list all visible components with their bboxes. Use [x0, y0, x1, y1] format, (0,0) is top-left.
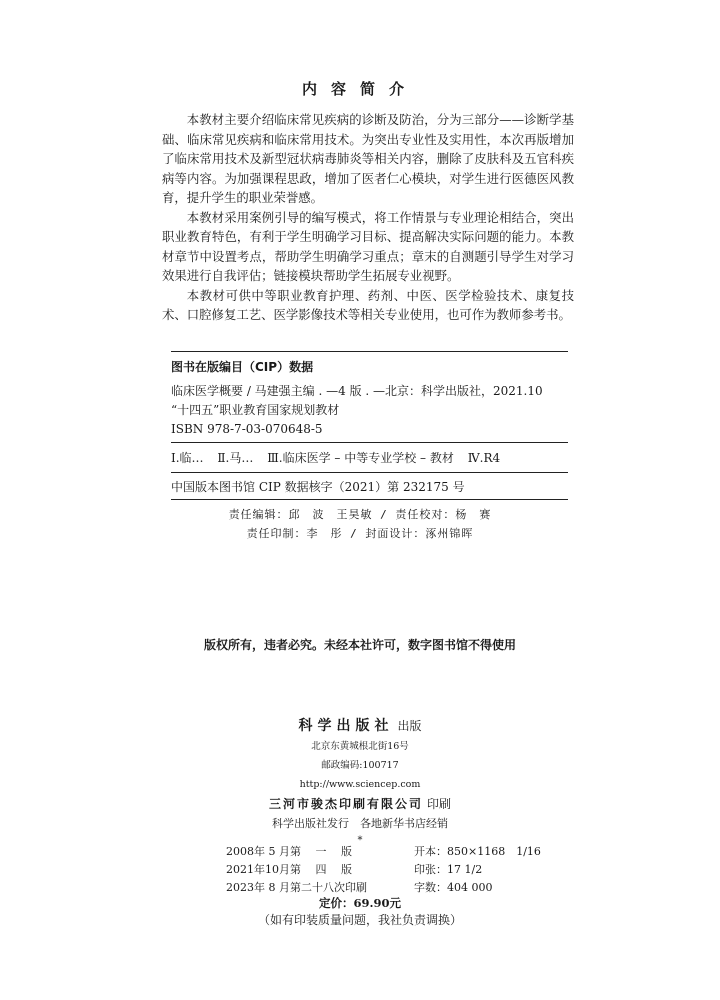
separator-star: *	[357, 835, 363, 846]
publisher-line	[0, 715, 720, 737]
edition-spec: 开本：850×1168 1/16	[414, 845, 541, 858]
divider	[171, 442, 568, 443]
edition-table	[226, 843, 541, 897]
summary-paragraph: 本教材采用案例引导的编写模式，将工作情景与专业理论相结合，突出职业教育特色，有利于学生明确学习目标、提高解决实际问题的能力。本教材章节中设置考点，帮助学生明确学习重点；章末的自测题引导学生对学习效果进行自我评估；链接模块帮助学生拓展专业视野。	[162, 209, 574, 283]
printer-name: 三河市骏杰印刷有限公司	[268, 797, 423, 811]
edition-date: 2021年10月第 四 版	[226, 863, 352, 876]
publication-info	[0, 715, 720, 848]
quality-note: （如有印装质量问题，我社负责调换）	[257, 913, 462, 927]
cip-line: 临床医学概要 / 马建强主编 . —4 版 . —北京：科学出版社，2021.10	[171, 384, 543, 398]
editor-credits	[0, 505, 720, 543]
classification-item: Ⅰ.临…	[171, 451, 204, 465]
classification-item: Ⅳ.R4	[467, 451, 501, 465]
edition-spec: 印张：17 1/2	[414, 863, 483, 876]
editor-line: 责任印制：李 彤 / 封面设计：涿州锦晖	[246, 527, 474, 540]
price: 定价：69.90元	[318, 896, 401, 910]
printer-line	[0, 794, 720, 814]
cip-line: ISBN 978-7-03-070648-5	[171, 422, 323, 436]
publisher-address: 北京东黄城根北街16号	[311, 741, 409, 752]
classification-item: Ⅲ.临床医学 – 中等专业学校 – 教材	[267, 451, 454, 465]
copyright-notice: 版权所有，违者必究。未经本社许可，数字图书馆不得使用	[203, 638, 516, 652]
cip-block	[171, 351, 568, 500]
edition-row	[226, 861, 541, 879]
summary-paragraph: 本教材可供中等职业教育护理、药剂、中医、医学检验技术、康复技术、口腔修复工艺、医学影像技术等相关专业使用，也可作为教师参考书。	[162, 287, 574, 322]
classification-item: Ⅱ.马…	[217, 451, 254, 465]
summary-body	[162, 110, 574, 325]
cip-classification	[171, 447, 568, 469]
cip-data-number: 中国版本图书馆 CIP 数据核字（2021）第 232175 号	[171, 480, 465, 494]
cip-title: 图书在版编目（CIP）数据	[171, 360, 314, 374]
editor-line: 责任编辑：邱 波 王昊敏 / 责任校对：杨 赛	[228, 508, 492, 521]
cip-line: “十四五”职业教育国家规划教材	[171, 403, 340, 417]
edition-date: 2008年 5 月第 一 版	[226, 845, 352, 858]
distribution: 科学出版社发行 各地新华书店经销	[272, 817, 448, 830]
postcode: 邮政编码:100717	[321, 760, 399, 771]
publisher-action: 出版	[397, 719, 422, 733]
printer-action: 印刷	[427, 797, 452, 811]
publisher-name: 科学出版社	[298, 718, 394, 734]
summary-paragraph: 本教材主要介绍临床常见疾病的诊断及防治，分为三部分——诊断学基础、临床常见疾病和临床常用技术。为突出专业性及实用性，本次再版增加了临床常用技术及新型冠状病毒肺炎等相关内容，删除了皮肤科及五官科疾病等内容。为加强课程思政，增加了医者仁心模块，对学生进行医德医风教育，提升学生的职业荣誉感。	[162, 112, 574, 205]
divider	[171, 472, 568, 473]
edition-date: 2023年 8 月第二十八次印刷	[226, 881, 367, 894]
website: http://www.sciencep.com	[299, 779, 421, 790]
summary-title: 内容简介	[301, 80, 418, 98]
edition-spec: 字数：404 000	[414, 881, 493, 894]
edition-row	[226, 843, 541, 861]
